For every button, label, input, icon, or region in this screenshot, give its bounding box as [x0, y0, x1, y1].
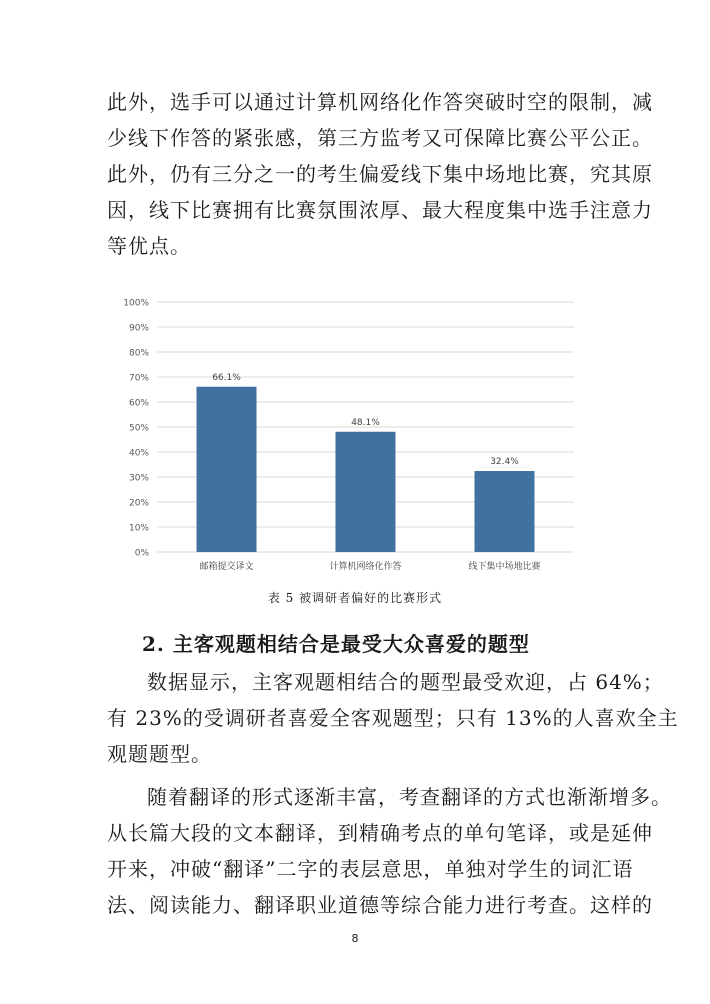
- y-tick-label: 0%: [134, 548, 149, 559]
- y-tick-label: 20%: [128, 498, 149, 509]
- paragraph-translation-forms: [107, 779, 672, 923]
- data-label: 48.1%: [351, 417, 380, 428]
- text-line: 此外，选手可以通过计算机网络化作答突破时空的限制，减: [107, 90, 653, 114]
- text-line: 此外，仍有三分之一的考生偏爱线下集中场地比赛，究其原: [107, 162, 653, 186]
- text-line: 观题题型。: [107, 742, 212, 766]
- y-tick-label: 50%: [128, 423, 149, 434]
- text-line: 少线下作答的紧张感，第三方监考又可保障比赛公平公正。: [107, 126, 653, 150]
- text-line: 有 23%的受调研者喜爱全客观题型；只有 13%的人喜欢全主: [107, 706, 679, 730]
- y-tick-label: 60%: [128, 398, 149, 409]
- y-tick-label: 90%: [128, 323, 149, 334]
- bar: [197, 387, 257, 552]
- y-tick-label: 40%: [128, 448, 149, 459]
- bar-chart-svg: [112, 288, 592, 578]
- data-label: 32.4%: [490, 457, 519, 467]
- text-line: 开来，冲破“翻译”二字的表层意思，单独对学生的词汇语: [107, 857, 634, 881]
- y-tick-label: 100%: [123, 298, 149, 309]
- page-number: 8: [351, 932, 359, 945]
- y-tick-label: 70%: [128, 373, 149, 384]
- data-label: 66.1%: [212, 372, 241, 383]
- paragraph-question-types: [107, 664, 679, 772]
- x-category-label: 线下集中场地比赛: [468, 562, 541, 572]
- bar-chart: [112, 288, 592, 578]
- text-line: 等优点。: [107, 234, 191, 258]
- paragraph-competition-format: [107, 84, 653, 264]
- text-line: 从长篇大段的文本翻译，到精确考点的单句笔译，或是延伸: [107, 821, 653, 845]
- y-tick-label: 80%: [128, 348, 149, 359]
- text-line: 数据显示，主客观题相结合的题型最受欢迎，占 64%；: [147, 670, 664, 694]
- y-tick-label: 10%: [128, 523, 149, 534]
- y-tick-label: 30%: [128, 473, 149, 484]
- bar: [475, 471, 535, 552]
- x-category-label: 邮箱提交译文: [199, 562, 254, 572]
- x-category-label: 计算机网络化作答: [329, 562, 402, 572]
- text-line: 法、阅读能力、翻译职业道德等综合能力进行考查。这样的: [107, 893, 653, 917]
- bar: [336, 432, 396, 552]
- text-line: 随着翻译的形式逐渐丰富，考查翻译的方式也渐渐增多。: [147, 785, 672, 809]
- text-line: 因，线下比赛拥有比赛氛围浓厚、最大程度集中选手注意力: [107, 198, 653, 222]
- chart-caption: 表 5 被调研者偏好的比赛形式: [267, 591, 443, 605]
- section-heading: 2. 主客观题相结合是最受大众喜爱的题型: [142, 632, 530, 656]
